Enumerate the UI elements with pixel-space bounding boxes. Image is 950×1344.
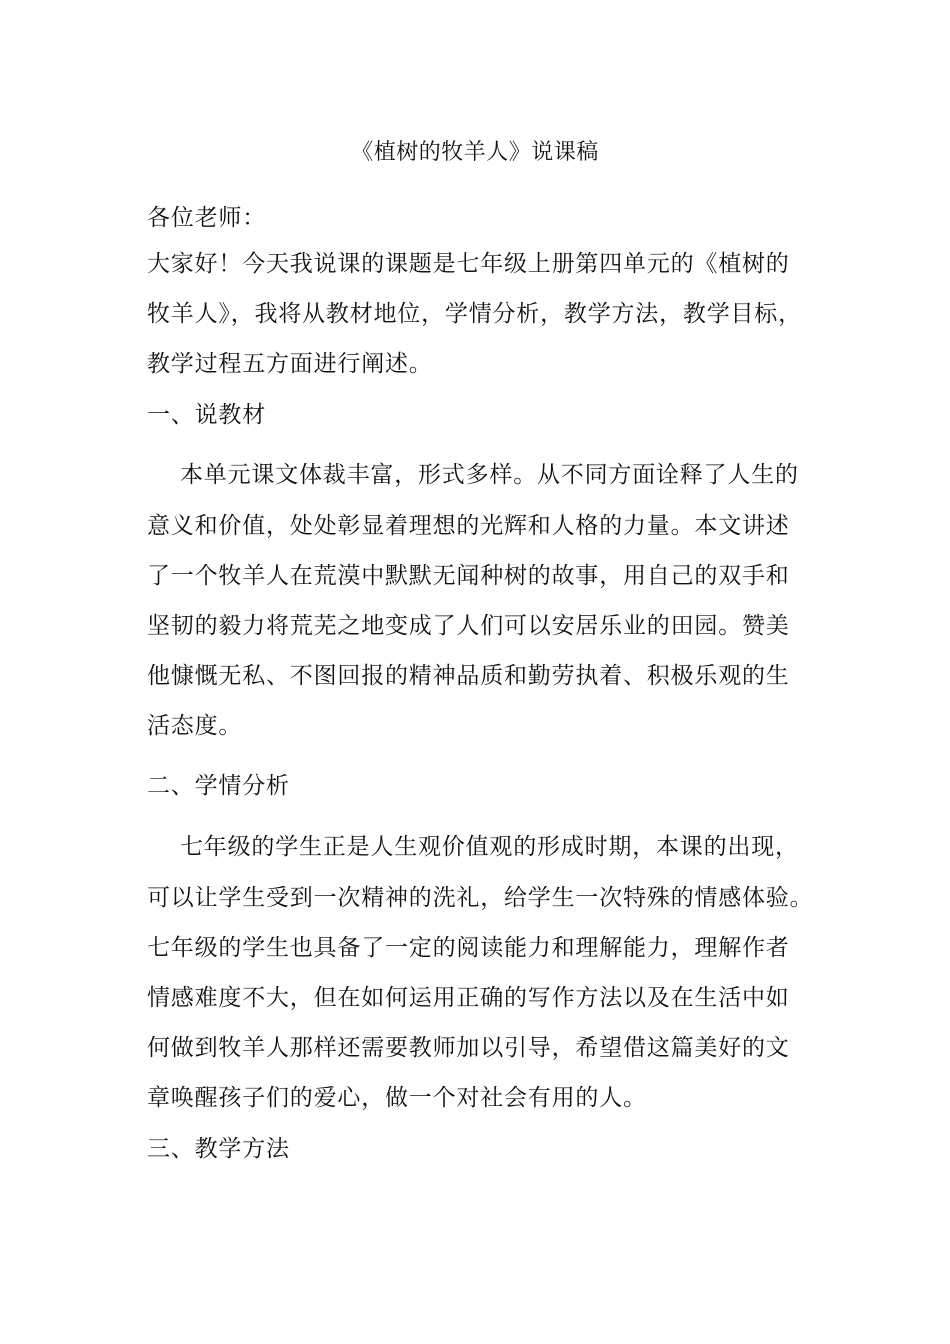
paragraph-line: 七年级的学生也具备了一定的阅读能力和理解能力，理解作者 xyxy=(147,935,790,961)
paragraph-line: 情感难度不大，但在如何运用正确的写作方法以及在生活中如 xyxy=(147,985,790,1011)
paragraph-line: 了一个牧羊人在荒漠中默默无闻种树的故事，用自己的双手和 xyxy=(147,563,790,589)
document-title: 《植树的牧羊人》说课稿 xyxy=(351,140,599,165)
intro-line: 大家好！今天我说课的课题是七年级上册第四单元的《植树的 xyxy=(147,251,790,277)
paragraph-line: 坚韧的毅力将荒芜之地变成了人们可以安居乐业的田园。赞美 xyxy=(147,613,790,639)
section-heading: 一、说教材 xyxy=(147,402,266,428)
section-heading: 二、学情分析 xyxy=(147,773,290,799)
section-heading: 三、教学方法 xyxy=(147,1136,290,1162)
paragraph-line: 意义和价值，处处彰显着理想的光辉和人格的力量。本文讲述 xyxy=(147,513,790,539)
salutation: 各位老师： xyxy=(147,205,266,231)
intro-line: 牧羊人》，我将从教材地位，学情分析，教学方法，教学目标， xyxy=(147,301,802,327)
paragraph-line: 七年级的学生正是人生观价值观的形成时期，本课的出现， xyxy=(180,834,799,860)
paragraph-line: 章唤醒孩子们的爱心，做一个对社会有用的人。 xyxy=(147,1085,647,1111)
paragraph-line: 本单元课文体裁丰富，形式多样。从不同方面诠释了人生的 xyxy=(180,462,799,488)
paragraph-line: 可以让学生受到一次精神的洗礼，给学生一次特殊的情感体验。 xyxy=(147,885,814,911)
paragraph-line: 活态度。 xyxy=(147,713,243,739)
intro-line: 教学过程五方面进行阐述。 xyxy=(147,351,433,377)
paragraph-line: 何做到牧羊人那样还需要教师加以引导，希望借这篇美好的文 xyxy=(147,1035,790,1061)
paragraph-line: 他慷慨无私、不图回报的精神品质和勤劳执着、积极乐观的生 xyxy=(147,663,790,689)
